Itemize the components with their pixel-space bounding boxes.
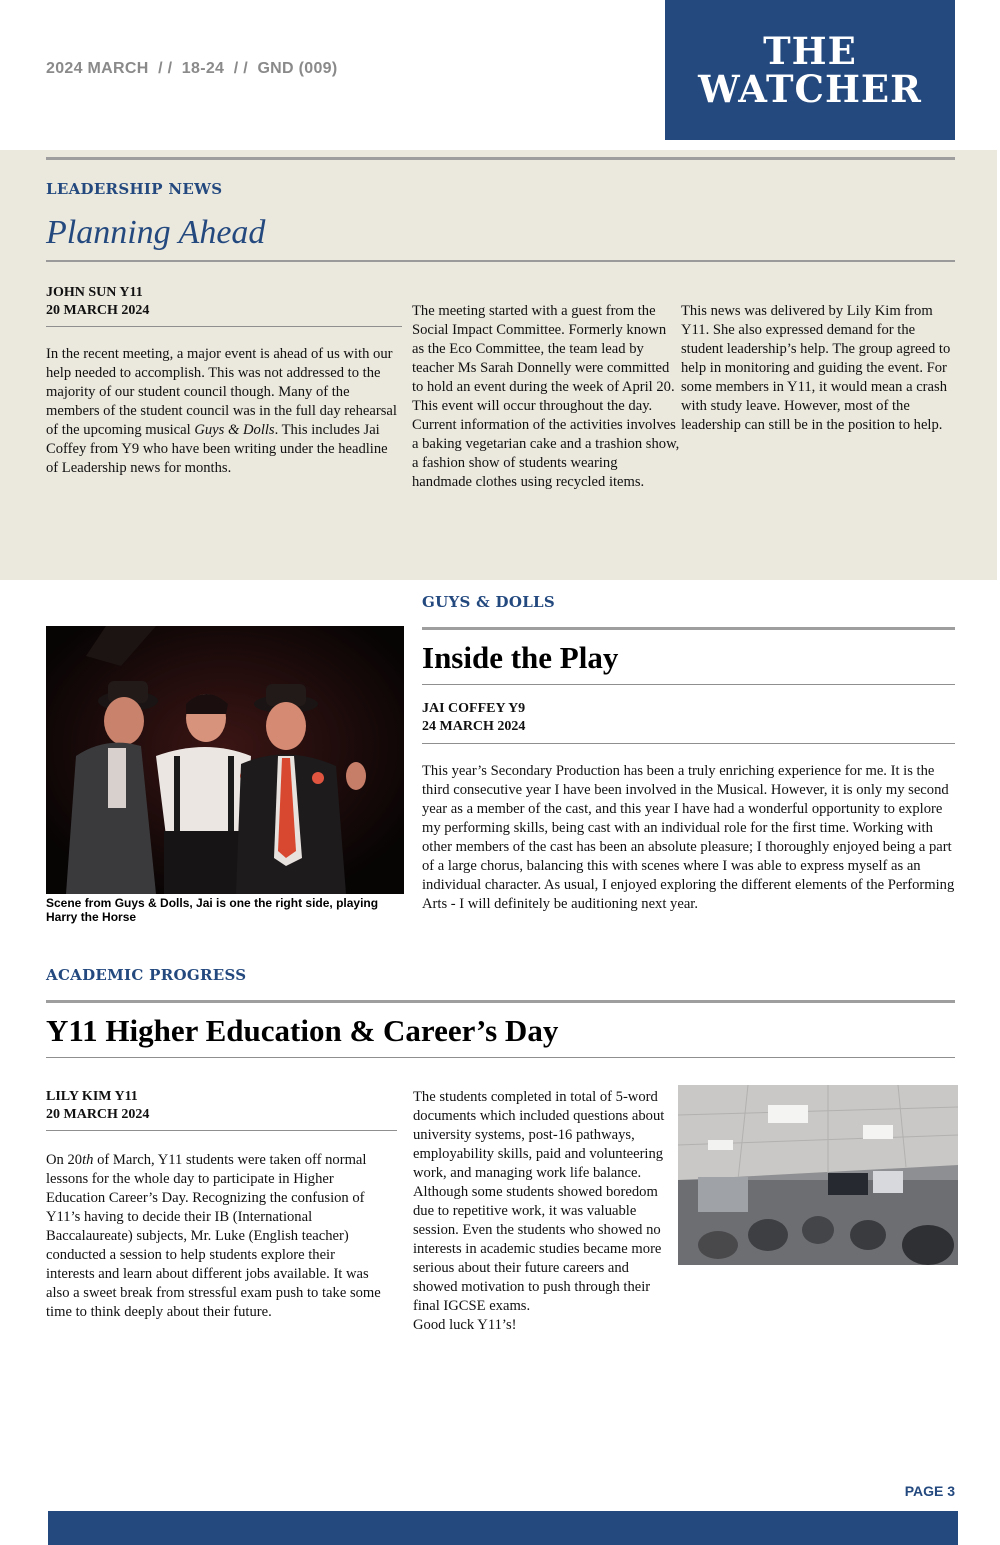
- text: In the recent meeting, a major event is ahead of us with our help needed to accomplish. This was not addressed to the majority of our student council though. Many of the members of the student council was in the full day rehearsal of the upcoming musical: [46, 346, 397, 438]
- masthead-line-2: WATCHER: [698, 67, 922, 111]
- text: On 20: [46, 1152, 83, 1168]
- academic-column-1: [46, 1151, 386, 1322]
- classroom-illustration: [678, 1085, 958, 1265]
- author-name: JOHN SUN Y11: [46, 285, 143, 300]
- masthead: [665, 0, 955, 140]
- play-article-body: This year’s Secondary Production has been a truly enriching experience for me. It is the third consecutive year I have been involved in the Musical. However, it is only my second year as a member of the cast, and this year I have had a wonderful opportunity to explore my performing skills, being cast with an individual role for the first time. Working with other members of the cast has been an absolute pleasure; I thoroughly enjoyed being a part of a large chorus, balancing this with scenes where I was able to express myself as an individual character. As usual, I enjoyed exploring the different elements of the Performing Arts - I will definitely be auditioning next year.: [422, 763, 955, 912]
- text: The students completed in total of 5-word documents which included questions about university systems, post-16 pathways, employability skills, paid and volunteering work, and managing work life balance. Although some students showed boredom due to repetitive work, it was valuable session. Even the students who showed no interests in academic studies became more serious about their future careers and showed motivation to push through their final IGCSE exams.: [413, 1089, 665, 1314]
- career-day-photo: [678, 1085, 958, 1265]
- divider: [422, 684, 955, 685]
- play-section-label: GUYS & DOLLS: [422, 593, 556, 611]
- closing-line: Good luck Y11’s!: [413, 1317, 517, 1333]
- play-photo-caption: Scene from Guys & Dolls, Jai is one the right side, playing Harry the Horse: [46, 896, 379, 924]
- author-name: JAI COFFEY Y9: [422, 701, 526, 716]
- play-scene-photo: [46, 626, 404, 894]
- issue-info: 2024 MARCH / / 18-24 / / GND (009): [46, 60, 338, 77]
- academic-article-title: Y11 Higher Education & Career’s Day: [46, 1013, 559, 1048]
- divider: [46, 260, 955, 262]
- footer-bar: [48, 1511, 958, 1545]
- masthead-line-1: THE: [763, 29, 857, 73]
- divider: [422, 627, 955, 630]
- leadership-byline: [46, 284, 149, 320]
- article-date: 24 MARCH 2024: [422, 719, 526, 734]
- play-article-title: Inside the Play: [422, 640, 619, 675]
- leadership-column-2: The meeting started with a guest from the Social Impact Committee. Formerly known as the Eco Committee, the team lead by teacher Ms Sarah Donnelly were committed to hold an event during the week of April 20. This event will occur throughout the day. Current information of the activities involves a baking vegetarian cake and a trashion show, a fashion show of students wearing handmade clothes using recycled items.: [412, 303, 680, 490]
- leadership-column-3: This news was delivered by Lily Kim from Y11. She also expressed demand for the student leadership’s help. The group agreed to help in monitoring and guiding the event. For some members in Y11, it would mean a crash with study leave. However, most of the leadership can still be in the position to help.: [681, 303, 951, 433]
- play-scene-illustration: [46, 626, 404, 894]
- leadership-column-1: [46, 345, 402, 478]
- article-date: 20 MARCH 2024: [46, 303, 150, 318]
- divider: [46, 326, 402, 327]
- academic-section-label: ACADEMIC PROGRESS: [46, 966, 247, 984]
- academic-column-2: [413, 1088, 675, 1335]
- divider: [46, 157, 955, 160]
- divider: [46, 1130, 397, 1131]
- divider: [422, 743, 955, 744]
- text: . This includes Jai Coffey from Y9 who have been writing under the headline of Leadership news for months.: [46, 422, 388, 476]
- leadership-section-label: LEADERSHIP NEWS: [46, 180, 223, 198]
- musical-title: Guys & Dolls: [194, 422, 275, 438]
- text: of March, Y11 students were taken off normal lessons for the whole day to participate in Higher Education Career’s Day. Recognizing the confusion of Y11’s having to decide their IB (International Baccalaureate) subjects, Mr. Luke (English teacher) conducted a session to help students explore their interests and learn about different jobs available. It was also a sweet break from stressful exam push to take some time to think deeply about their future.: [46, 1152, 381, 1320]
- divider: [46, 1057, 955, 1058]
- author-name: LILY KIM Y11: [46, 1089, 138, 1104]
- leadership-article-title: Planning Ahead: [46, 214, 266, 251]
- page-number: PAGE 3: [904, 1483, 955, 1499]
- academic-byline: [46, 1088, 149, 1124]
- ordinal-suffix: th: [82, 1152, 94, 1168]
- divider: [46, 1000, 955, 1003]
- play-byline: [422, 700, 525, 736]
- article-date: 20 MARCH 2024: [46, 1107, 150, 1122]
